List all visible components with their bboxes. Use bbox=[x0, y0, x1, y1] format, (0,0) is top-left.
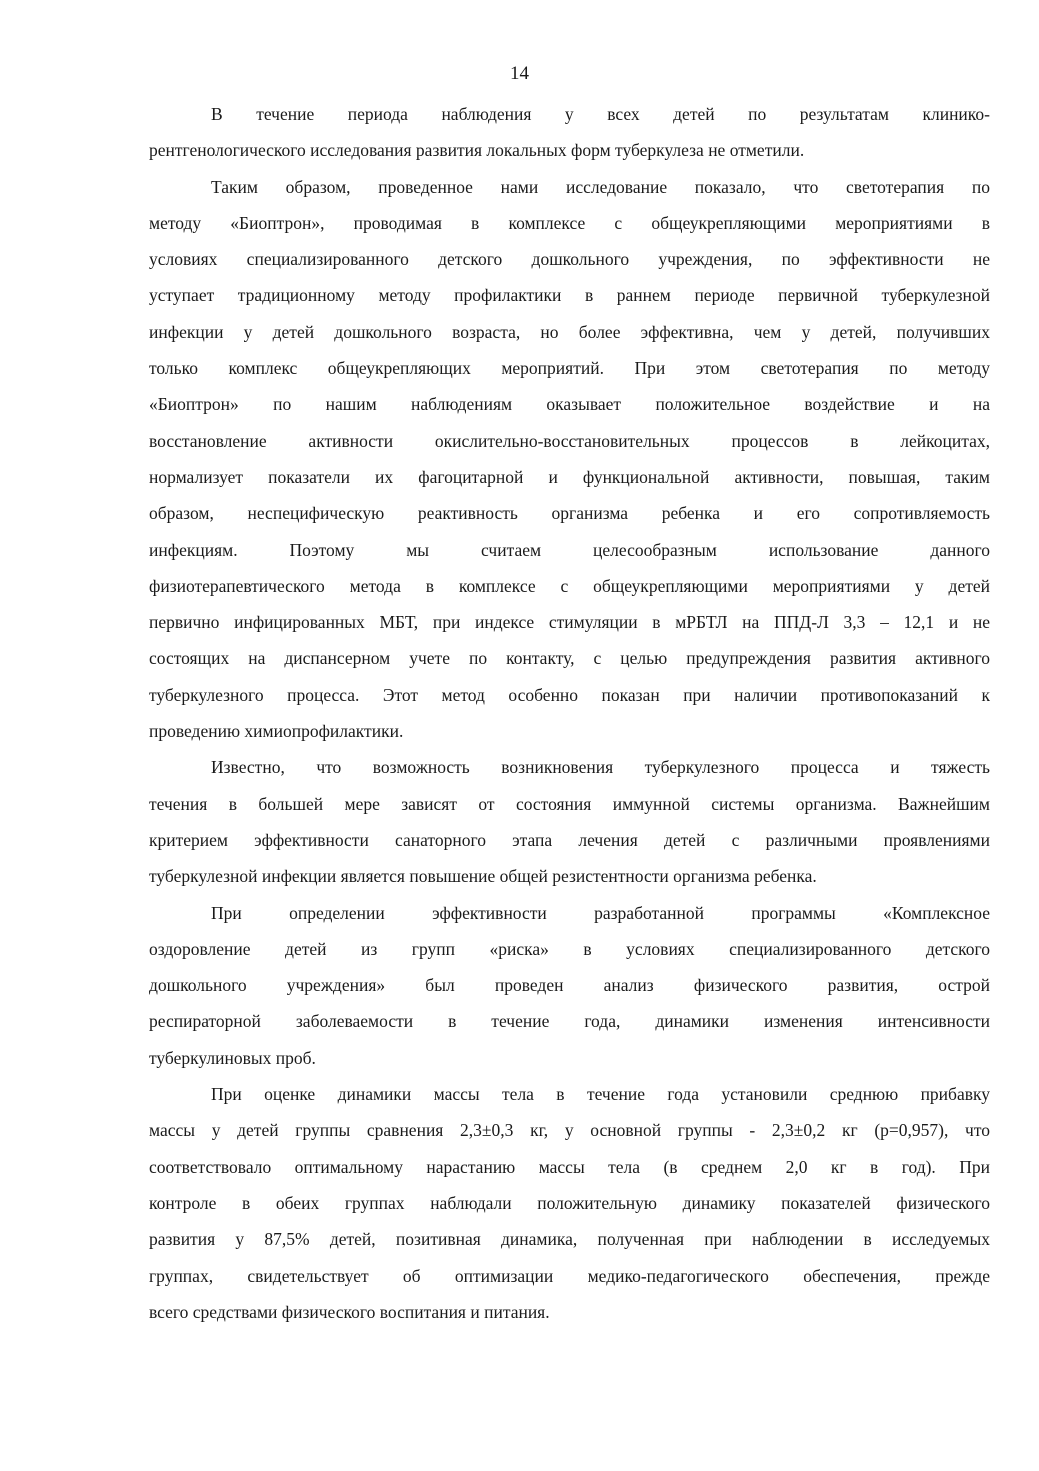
text-line: туберкулиновых проб. bbox=[149, 1047, 316, 1068]
text-line: инфекциям. Поэтому мы считаем целесообразным использование данного bbox=[149, 539, 990, 560]
text-line: «Биоптрон» по нашим наблюдениям оказывает положительное воздействие и на bbox=[149, 394, 990, 415]
text-line: При определении эффективности разработанной программы «Комплексное bbox=[211, 902, 990, 923]
text-line: соответствовало оптимальному нарастанию массы тела (в среднем 2,0 кг в год). При bbox=[149, 1156, 990, 1177]
paragraph-1 bbox=[149, 96, 990, 169]
text-line: Известно, что возможность возникновения туберкулезного процесса и тяжесть bbox=[211, 757, 990, 778]
text-line: образом, неспецифическую реактивность организма ребенка и его сопротивляемость bbox=[149, 503, 990, 524]
page-number: 14 bbox=[510, 63, 529, 84]
text-line: физиотерапевтического метода в комплексе с общеукрепляющими мероприятиями у детей bbox=[149, 575, 990, 596]
text-line: туберкулезного процесса. Этот метод особенно показан при наличии противопоказаний к bbox=[149, 684, 990, 705]
body-text bbox=[149, 96, 990, 1330]
text-line: уступает традиционному методу профилактики в раннем периоде первичной туберкулезной bbox=[149, 285, 990, 306]
text-line: оздоровление детей из групп «риска» в условиях специализированного детского bbox=[149, 938, 990, 959]
text-line: массы у детей группы сравнения 2,3±0,3 кг, у основной группы - 2,3±0,2 кг (р=0,957), что bbox=[149, 1120, 990, 1141]
paragraph-4 bbox=[149, 895, 990, 1076]
text-line: нормализует показатели их фагоцитарной и функциональной активности, повышая, таким bbox=[149, 466, 990, 487]
text-line: развития у 87,5% детей, позитивная динамика, полученная при наблюдении в исследуемых bbox=[149, 1229, 990, 1250]
text-line: рентгенологического исследования развития локальных форм туберкулеза не отметили. bbox=[149, 140, 805, 161]
text-line: инфекции у детей дошкольного возраста, но более эффективна, чем у детей, получивших bbox=[149, 321, 990, 342]
paragraph-3 bbox=[149, 749, 990, 894]
paragraph-2 bbox=[149, 169, 990, 750]
text-line: проведению химиопрофилактики. bbox=[149, 721, 404, 742]
text-line: В течение периода наблюдения у всех детей по результатам клинико- bbox=[211, 104, 990, 124]
text-line: респираторной заболеваемости в течение года, динамики изменения интенсивности bbox=[149, 1011, 990, 1032]
text-line: первично инфицированных МБТ, при индексе стимуляции в мРБТЛ на ППД-Л 3,3 – 12,1 и не bbox=[149, 612, 990, 633]
text-line: Таким образом, проведенное нами исследование показало, что светотерапия по bbox=[211, 176, 990, 197]
text-line: методу «Биоптрон», проводимая в комплексе с общеукрепляющими мероприятиями в bbox=[149, 212, 990, 233]
text-line: критерием эффективности санаторного этапа лечения детей с различными проявлениями bbox=[149, 829, 990, 850]
text-line: дошкольного учреждения» был проведен анализ физического развития, острой bbox=[149, 975, 990, 996]
paragraph-5 bbox=[149, 1076, 990, 1330]
text-line: состоящих на диспансерном учете по контакту, с целью предупреждения развития активного bbox=[149, 648, 990, 669]
text-line: всего средствами физического воспитания и питания. bbox=[149, 1301, 550, 1322]
text-line: течения в большей мере зависят от состояния иммунной системы организма. Важнейшим bbox=[149, 793, 990, 814]
text-line: При оценке динамики массы тела в течение года установили среднюю прибавку bbox=[211, 1084, 990, 1105]
text-line: восстановление активности окислительно-восстановительных процессов в лейкоцитах, bbox=[149, 430, 990, 451]
text-line: контроле в обеих группах наблюдали положительную динамику показателей физического bbox=[149, 1192, 990, 1213]
text-line: группах, свидетельствует об оптимизации медико-педагогического обеспечения, прежде bbox=[149, 1265, 990, 1286]
text-line: туберкулезной инфекции является повышение общей резистентности организма ребенка. bbox=[149, 866, 817, 887]
text-line: условиях специализированного детского дошкольного учреждения, по эффективности не bbox=[149, 249, 990, 270]
text-line: только комплекс общеукрепляющих мероприятий. При этом светотерапия по методу bbox=[149, 358, 990, 379]
